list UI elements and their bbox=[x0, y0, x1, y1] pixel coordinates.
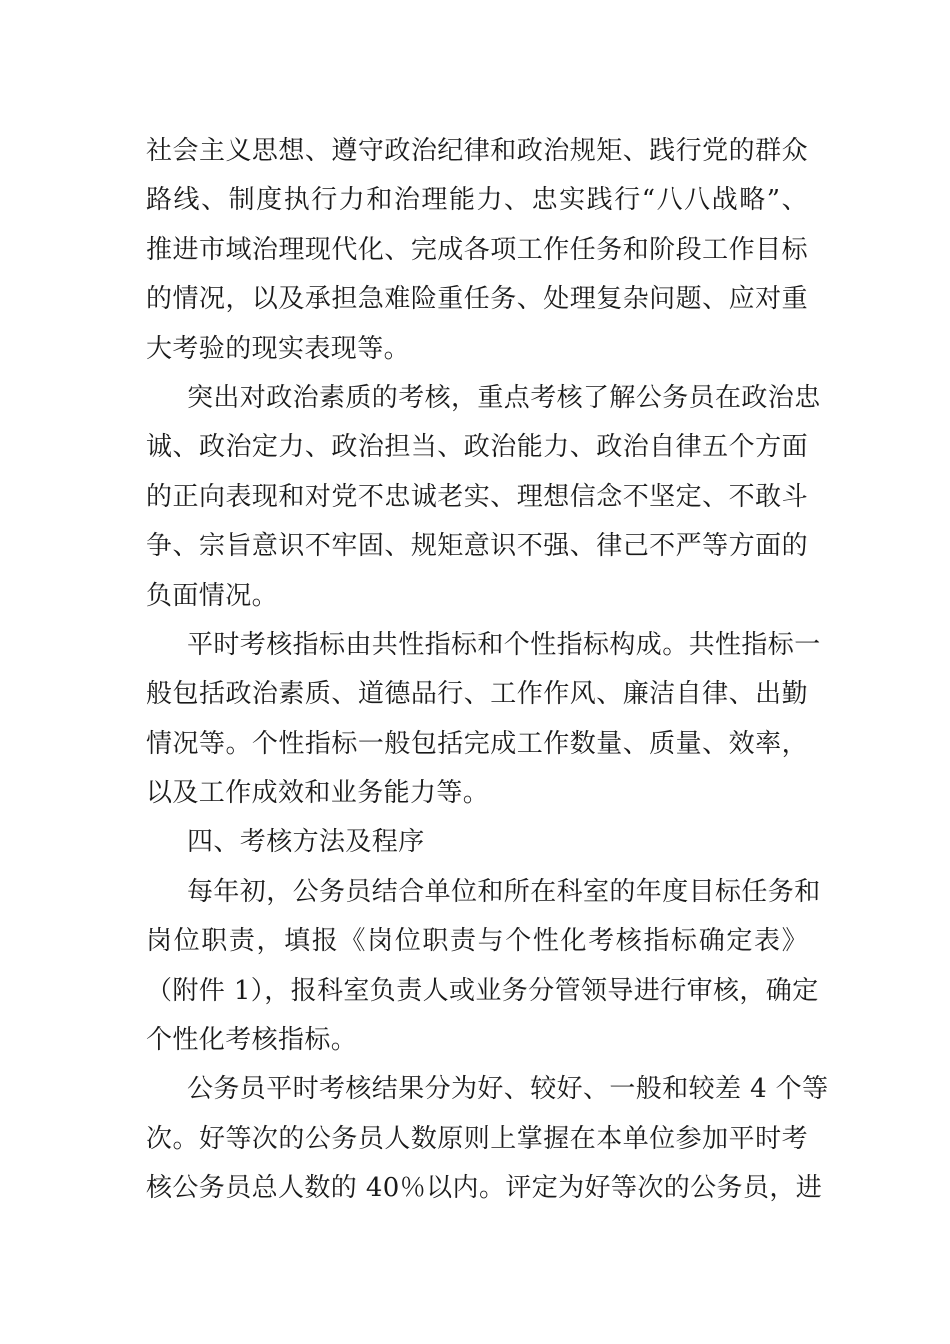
text-line: 般包括政治素质、道德品行、工作作风、廉洁自律、出勤 bbox=[146, 679, 808, 710]
text-line: 推进市域治理现代化、完成各项工作任务和阶段工作目标 bbox=[146, 234, 808, 265]
section-heading: 四、考核方法及程序 bbox=[187, 827, 425, 858]
text-line: 公务员平时考核结果分为好、较好、一般和较差 4 个等 bbox=[187, 1074, 829, 1105]
document-body bbox=[146, 127, 829, 1214]
text-line: 大考验的现实表现等。 bbox=[146, 333, 411, 364]
text-line: 负面情况。 bbox=[146, 580, 279, 611]
text-line: 突出对政治素质的考核，重点考核了解公务员在政治忠 bbox=[187, 382, 821, 413]
text-line: 以及工作成效和业务能力等。 bbox=[146, 778, 490, 809]
text-line: 次。好等次的公务员人数原则上掌握在本单位参加平时考 bbox=[146, 1123, 808, 1154]
text-line: 社会主义思想、遵守政治纪律和政治规矩、践行党的群众 bbox=[146, 136, 808, 166]
text-line: 争、宗旨意识不牢固、规矩意识不强、律己不严等方面的 bbox=[146, 531, 808, 562]
text-line: 岗位职责，填报《岗位职责与个性化考核指标确定表》 bbox=[146, 926, 808, 957]
text-line: （附件 1），报科室负责人或业务分管领导进行审核，确定 bbox=[146, 975, 819, 1006]
text-line: 的正向表现和对党不忠诚老实、理想信念不坚定、不敢斗 bbox=[146, 481, 808, 512]
text-line: 诚、政治定力、政治担当、政治能力、政治自律五个方面 bbox=[146, 432, 808, 463]
text-line: 个性化考核指标。 bbox=[146, 1025, 358, 1056]
text-line: 每年初，公务员结合单位和所在科室的年度目标任务和 bbox=[187, 876, 821, 907]
text-line: 路线、制度执行力和治理能力、忠实践行“八八战略”、 bbox=[146, 185, 808, 216]
text-line: 核公务员总人数的 40％以内。评定为好等次的公务员，进 bbox=[146, 1173, 823, 1204]
text-line: 的情况，以及承担急难险重任务、处理复杂问题、应对重 bbox=[146, 284, 808, 315]
text-line: 情况等。个性指标一般包括完成工作数量、质量、效率， bbox=[146, 728, 808, 759]
text-line: 平时考核指标由共性指标和个性指标构成。共性指标一 bbox=[187, 629, 821, 660]
